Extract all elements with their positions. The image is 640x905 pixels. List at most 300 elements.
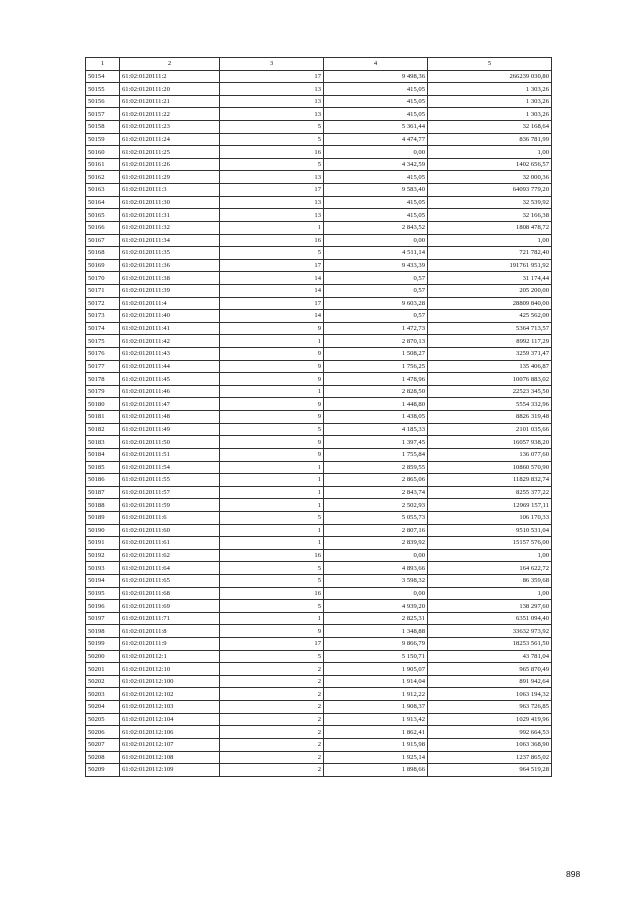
rate-cell: 2 843,74 <box>324 486 428 499</box>
value-cell: 992 664,53 <box>428 726 552 739</box>
group-cell: 9 <box>220 398 324 411</box>
cadastral-number-cell: 61:02:0120111:4 <box>120 297 220 310</box>
table-row <box>86 738 552 751</box>
cadastral-number-cell: 61:02:0120111:59 <box>120 499 220 512</box>
value-cell: 266239 030,80 <box>428 70 552 83</box>
cadastral-number-cell: 61:02:0120111:55 <box>120 474 220 487</box>
row-index-cell: 50161 <box>86 158 120 171</box>
row-index-cell: 50166 <box>86 221 120 234</box>
row-index-cell: 50186 <box>86 474 120 487</box>
rate-cell: 0,00 <box>324 146 428 159</box>
data-table <box>85 57 552 777</box>
value-cell: 1402 656,57 <box>428 158 552 171</box>
cadastral-number-cell: 61:02:0120112:10 <box>120 663 220 676</box>
table-row <box>86 562 552 575</box>
table-row <box>86 701 552 714</box>
rate-cell: 2 865,06 <box>324 474 428 487</box>
rate-cell: 1 478,96 <box>324 373 428 386</box>
table-row <box>86 297 552 310</box>
row-index-cell: 50164 <box>86 196 120 209</box>
cadastral-number-cell: 61:02:0120111:46 <box>120 385 220 398</box>
table-row <box>86 764 552 777</box>
table-body <box>86 70 552 776</box>
group-cell: 9 <box>220 448 324 461</box>
cadastral-number-cell: 61:02:0120111:43 <box>120 348 220 361</box>
rate-cell: 0,00 <box>324 587 428 600</box>
group-cell: 1 <box>220 385 324 398</box>
cadastral-number-cell: 61:02:0120111:30 <box>120 196 220 209</box>
group-cell: 2 <box>220 751 324 764</box>
cadastral-number-cell: 61:02:0120111:68 <box>120 587 220 600</box>
cadastral-number-cell: 61:02:0120111:48 <box>120 411 220 424</box>
value-cell: 138 297,60 <box>428 600 552 613</box>
cadastral-number-cell: 61:02:0120111:45 <box>120 373 220 386</box>
table-row <box>86 108 552 121</box>
row-index-cell: 50160 <box>86 146 120 159</box>
rate-cell: 1 915,98 <box>324 738 428 751</box>
table-row <box>86 121 552 134</box>
rate-cell: 2 843,52 <box>324 221 428 234</box>
table-row <box>86 284 552 297</box>
value-cell: 425 562,00 <box>428 310 552 323</box>
row-index-cell: 50197 <box>86 612 120 625</box>
group-cell: 9 <box>220 360 324 373</box>
row-index-cell: 50154 <box>86 70 120 83</box>
cadastral-number-cell: 61:02:0120112:103 <box>120 701 220 714</box>
group-cell: 5 <box>220 423 324 436</box>
table-row <box>86 221 552 234</box>
rate-cell: 4 342,59 <box>324 158 428 171</box>
table-row <box>86 675 552 688</box>
group-cell: 17 <box>220 297 324 310</box>
value-cell: 1,00 <box>428 146 552 159</box>
cadastral-number-cell: 61:02:0120111:41 <box>120 322 220 335</box>
table-row <box>86 600 552 613</box>
value-cell: 31 174,44 <box>428 272 552 285</box>
cadastral-number-cell: 61:02:0120111:6 <box>120 511 220 524</box>
table-row <box>86 713 552 726</box>
row-index-cell: 50172 <box>86 297 120 310</box>
table-row <box>86 574 552 587</box>
cadastral-number-cell: 61:02:0120111:71 <box>120 612 220 625</box>
group-cell: 5 <box>220 650 324 663</box>
group-cell: 2 <box>220 663 324 676</box>
rate-cell: 4 185,33 <box>324 423 428 436</box>
row-index-cell: 50187 <box>86 486 120 499</box>
rate-cell: 4 511,14 <box>324 247 428 260</box>
table-row <box>86 423 552 436</box>
group-cell: 16 <box>220 146 324 159</box>
rate-cell: 415,05 <box>324 83 428 96</box>
row-index-cell: 50207 <box>86 738 120 751</box>
cadastral-number-cell: 61:02:0120111:62 <box>120 549 220 562</box>
rate-cell: 4 893,66 <box>324 562 428 575</box>
group-cell: 9 <box>220 411 324 424</box>
table-row <box>86 335 552 348</box>
value-cell: 136 077,60 <box>428 448 552 461</box>
row-index-cell: 50156 <box>86 95 120 108</box>
rate-cell: 5 055,73 <box>324 511 428 524</box>
table-row <box>86 537 552 550</box>
row-index-cell: 50191 <box>86 537 120 550</box>
rate-cell: 0,00 <box>324 234 428 247</box>
value-cell: 9510 531,04 <box>428 524 552 537</box>
cadastral-number-cell: 61:02:0120111:29 <box>120 171 220 184</box>
value-cell: 1 303,26 <box>428 83 552 96</box>
table-row <box>86 373 552 386</box>
group-cell: 13 <box>220 83 324 96</box>
table-row <box>86 587 552 600</box>
table-row <box>86 360 552 373</box>
table-row <box>86 663 552 676</box>
rate-cell: 1 862,41 <box>324 726 428 739</box>
rate-cell: 415,05 <box>324 196 428 209</box>
rate-cell: 1 397,45 <box>324 436 428 449</box>
cadastral-number-cell: 61:02:0120111:34 <box>120 234 220 247</box>
rate-cell: 2 859,55 <box>324 461 428 474</box>
table-row <box>86 158 552 171</box>
group-cell: 17 <box>220 70 324 83</box>
table-row <box>86 461 552 474</box>
rate-cell: 2 828,50 <box>324 385 428 398</box>
table-row <box>86 196 552 209</box>
value-cell: 1063 368,90 <box>428 738 552 751</box>
table-row <box>86 448 552 461</box>
cadastral-number-cell: 61:02:0120111:44 <box>120 360 220 373</box>
header-row <box>86 58 552 71</box>
group-cell: 17 <box>220 638 324 651</box>
group-cell: 1 <box>220 335 324 348</box>
group-cell: 5 <box>220 600 324 613</box>
value-cell: 1,00 <box>428 234 552 247</box>
group-cell: 13 <box>220 196 324 209</box>
row-index-cell: 50193 <box>86 562 120 575</box>
group-cell: 13 <box>220 108 324 121</box>
column-header-4: 4 <box>324 58 428 71</box>
group-cell: 2 <box>220 764 324 777</box>
cadastral-number-cell: 61:02:0120111:25 <box>120 146 220 159</box>
cadastral-number-cell: 61:02:0120111:38 <box>120 272 220 285</box>
group-cell: 14 <box>220 272 324 285</box>
row-index-cell: 50195 <box>86 587 120 600</box>
value-cell: 205 200,00 <box>428 284 552 297</box>
table-row <box>86 184 552 197</box>
row-index-cell: 50175 <box>86 335 120 348</box>
group-cell: 1 <box>220 221 324 234</box>
cadastral-number-cell: 61:02:0120111:35 <box>120 247 220 260</box>
cadastral-number-cell: 61:02:0120111:9 <box>120 638 220 651</box>
value-cell: 1237 865,02 <box>428 751 552 764</box>
table-row <box>86 549 552 562</box>
value-cell: 1 303,26 <box>428 108 552 121</box>
rate-cell: 3 598,32 <box>324 574 428 587</box>
group-cell: 14 <box>220 310 324 323</box>
table-row <box>86 209 552 222</box>
rate-cell: 1 448,80 <box>324 398 428 411</box>
cadastral-number-cell: 61:02:0120111:65 <box>120 574 220 587</box>
table-row <box>86 95 552 108</box>
row-index-cell: 50199 <box>86 638 120 651</box>
rate-cell: 1 348,88 <box>324 625 428 638</box>
rate-cell: 9 603,28 <box>324 297 428 310</box>
row-index-cell: 50184 <box>86 448 120 461</box>
value-cell: 106 170,33 <box>428 511 552 524</box>
rate-cell: 1 912,22 <box>324 688 428 701</box>
value-cell: 32 168,64 <box>428 121 552 134</box>
row-index-cell: 50206 <box>86 726 120 739</box>
row-index-cell: 50208 <box>86 751 120 764</box>
cadastral-number-cell: 61:02:0120111:49 <box>120 423 220 436</box>
group-cell: 1 <box>220 499 324 512</box>
value-cell: 28809 840,00 <box>428 297 552 310</box>
table-row <box>86 83 552 96</box>
value-cell: 1063 194,32 <box>428 688 552 701</box>
cadastral-number-cell: 61:02:0120112:100 <box>120 675 220 688</box>
row-index-cell: 50209 <box>86 764 120 777</box>
value-cell: 965 870,49 <box>428 663 552 676</box>
rate-cell: 5 150,71 <box>324 650 428 663</box>
value-cell: 33632 973,92 <box>428 625 552 638</box>
rate-cell: 2 502,93 <box>324 499 428 512</box>
cadastral-number-cell: 61:02:0120111:50 <box>120 436 220 449</box>
rate-cell: 4 939,20 <box>324 600 428 613</box>
group-cell: 1 <box>220 486 324 499</box>
value-cell: 1 303,26 <box>428 95 552 108</box>
group-cell: 13 <box>220 171 324 184</box>
value-cell: 1,00 <box>428 549 552 562</box>
row-index-cell: 50177 <box>86 360 120 373</box>
group-cell: 14 <box>220 284 324 297</box>
rate-cell: 1 898,66 <box>324 764 428 777</box>
table-row <box>86 310 552 323</box>
rate-cell: 2 825,31 <box>324 612 428 625</box>
table-row <box>86 751 552 764</box>
rate-cell: 0,00 <box>324 549 428 562</box>
table-row <box>86 70 552 83</box>
cadastral-number-cell: 61:02:0120111:21 <box>120 95 220 108</box>
column-header-3: 3 <box>220 58 324 71</box>
value-cell: 43 781,04 <box>428 650 552 663</box>
cadastral-number-cell: 61:02:0120112:107 <box>120 738 220 751</box>
row-index-cell: 50185 <box>86 461 120 474</box>
row-index-cell: 50190 <box>86 524 120 537</box>
cadastral-number-cell: 61:02:0120111:8 <box>120 625 220 638</box>
table-row <box>86 398 552 411</box>
table-row <box>86 499 552 512</box>
cadastral-number-cell: 61:02:0120111:42 <box>120 335 220 348</box>
value-cell: 32 000,36 <box>428 171 552 184</box>
group-cell: 5 <box>220 158 324 171</box>
group-cell: 2 <box>220 713 324 726</box>
table-row <box>86 474 552 487</box>
rate-cell: 415,05 <box>324 209 428 222</box>
row-index-cell: 50157 <box>86 108 120 121</box>
row-index-cell: 50179 <box>86 385 120 398</box>
group-cell: 13 <box>220 209 324 222</box>
table-row <box>86 322 552 335</box>
group-cell: 5 <box>220 562 324 575</box>
table-row <box>86 411 552 424</box>
cadastral-number-cell: 61:02:0120111:32 <box>120 221 220 234</box>
table-row <box>86 524 552 537</box>
table-row <box>86 133 552 146</box>
row-index-cell: 50196 <box>86 600 120 613</box>
cadastral-number-cell: 61:02:0120111:36 <box>120 259 220 272</box>
cadastral-number-cell: 61:02:0120111:24 <box>120 133 220 146</box>
value-cell: 6351 094,40 <box>428 612 552 625</box>
rate-cell: 1 925,14 <box>324 751 428 764</box>
row-index-cell: 50163 <box>86 184 120 197</box>
group-cell: 9 <box>220 436 324 449</box>
group-cell: 5 <box>220 247 324 260</box>
value-cell: 15157 576,00 <box>428 537 552 550</box>
table-row <box>86 625 552 638</box>
rate-cell: 9 583,40 <box>324 184 428 197</box>
row-index-cell: 50181 <box>86 411 120 424</box>
column-header-2: 2 <box>120 58 220 71</box>
cadastral-number-cell: 61:02:0120112:1 <box>120 650 220 663</box>
row-index-cell: 50170 <box>86 272 120 285</box>
rate-cell: 1 472,73 <box>324 322 428 335</box>
value-cell: 11829 832,74 <box>428 474 552 487</box>
value-cell: 8826 319,48 <box>428 411 552 424</box>
value-cell: 191761 951,92 <box>428 259 552 272</box>
table-row <box>86 234 552 247</box>
row-index-cell: 50189 <box>86 511 120 524</box>
group-cell: 1 <box>220 474 324 487</box>
table-row <box>86 511 552 524</box>
value-cell: 1,00 <box>428 587 552 600</box>
rate-cell: 1 913,42 <box>324 713 428 726</box>
row-index-cell: 50198 <box>86 625 120 638</box>
value-cell: 8255 377,22 <box>428 486 552 499</box>
group-cell: 2 <box>220 675 324 688</box>
column-header-1: 1 <box>86 58 120 71</box>
rate-cell: 415,05 <box>324 108 428 121</box>
cadastral-number-cell: 61:02:0120111:51 <box>120 448 220 461</box>
value-cell: 5554 332,96 <box>428 398 552 411</box>
table-row <box>86 259 552 272</box>
row-index-cell: 50167 <box>86 234 120 247</box>
cadastral-number-cell: 61:02:0120112:106 <box>120 726 220 739</box>
group-cell: 5 <box>220 511 324 524</box>
rate-cell: 0,57 <box>324 284 428 297</box>
group-cell: 9 <box>220 348 324 361</box>
value-cell: 963 726,85 <box>428 701 552 714</box>
value-cell: 86 359,68 <box>428 574 552 587</box>
rate-cell: 0,57 <box>324 310 428 323</box>
group-cell: 1 <box>220 461 324 474</box>
rate-cell: 2 839,92 <box>324 537 428 550</box>
rate-cell: 415,05 <box>324 95 428 108</box>
value-cell: 964 519,28 <box>428 764 552 777</box>
row-index-cell: 50158 <box>86 121 120 134</box>
table-row <box>86 272 552 285</box>
page-number: 898 <box>566 869 581 879</box>
rate-cell: 2 807,16 <box>324 524 428 537</box>
group-cell: 9 <box>220 625 324 638</box>
group-cell: 13 <box>220 95 324 108</box>
value-cell: 1808 478,72 <box>428 221 552 234</box>
cadastral-number-cell: 61:02:0120111:20 <box>120 83 220 96</box>
cadastral-number-cell: 61:02:0120111:54 <box>120 461 220 474</box>
value-cell: 2101 035,66 <box>428 423 552 436</box>
cadastral-number-cell: 61:02:0120111:22 <box>120 108 220 121</box>
rate-cell: 5 361,44 <box>324 121 428 134</box>
table-row <box>86 486 552 499</box>
value-cell: 721 782,40 <box>428 247 552 260</box>
group-cell: 9 <box>220 322 324 335</box>
rate-cell: 415,05 <box>324 171 428 184</box>
row-index-cell: 50205 <box>86 713 120 726</box>
group-cell: 16 <box>220 587 324 600</box>
row-index-cell: 50165 <box>86 209 120 222</box>
row-index-cell: 50162 <box>86 171 120 184</box>
group-cell: 5 <box>220 133 324 146</box>
row-index-cell: 50173 <box>86 310 120 323</box>
group-cell: 17 <box>220 259 324 272</box>
row-index-cell: 50171 <box>86 284 120 297</box>
rate-cell: 0,57 <box>324 272 428 285</box>
rate-cell: 1 756,25 <box>324 360 428 373</box>
table-row <box>86 247 552 260</box>
value-cell: 10076 883,02 <box>428 373 552 386</box>
value-cell: 32 166,38 <box>428 209 552 222</box>
table-row <box>86 612 552 625</box>
value-cell: 891 942,64 <box>428 675 552 688</box>
cadastral-number-cell: 61:02:0120111:57 <box>120 486 220 499</box>
cadastral-number-cell: 61:02:0120111:61 <box>120 537 220 550</box>
cadastral-number-cell: 61:02:0120112:104 <box>120 713 220 726</box>
group-cell: 2 <box>220 726 324 739</box>
value-cell: 3259 371,47 <box>428 348 552 361</box>
row-index-cell: 50176 <box>86 348 120 361</box>
group-cell: 9 <box>220 373 324 386</box>
value-cell: 16057 938,20 <box>428 436 552 449</box>
cadastral-number-cell: 61:02:0120111:23 <box>120 121 220 134</box>
table-row <box>86 650 552 663</box>
value-cell: 12969 157,11 <box>428 499 552 512</box>
group-cell: 2 <box>220 701 324 714</box>
row-index-cell: 50178 <box>86 373 120 386</box>
group-cell: 5 <box>220 121 324 134</box>
group-cell: 2 <box>220 738 324 751</box>
rate-cell: 4 474,77 <box>324 133 428 146</box>
row-index-cell: 50159 <box>86 133 120 146</box>
value-cell: 1029 419,96 <box>428 713 552 726</box>
group-cell: 16 <box>220 549 324 562</box>
row-index-cell: 50203 <box>86 688 120 701</box>
value-cell: 18253 561,50 <box>428 638 552 651</box>
table-row <box>86 171 552 184</box>
rate-cell: 1 914,04 <box>324 675 428 688</box>
cadastral-number-cell: 61:02:0120111:3 <box>120 184 220 197</box>
row-index-cell: 50192 <box>86 549 120 562</box>
cadastral-number-cell: 61:02:0120112:102 <box>120 688 220 701</box>
row-index-cell: 50169 <box>86 259 120 272</box>
group-cell: 1 <box>220 524 324 537</box>
value-cell: 64093 779,20 <box>428 184 552 197</box>
table-row <box>86 436 552 449</box>
row-index-cell: 50204 <box>86 701 120 714</box>
value-cell: 32 539,92 <box>428 196 552 209</box>
group-cell: 17 <box>220 184 324 197</box>
cadastral-number-cell: 61:02:0120112:109 <box>120 764 220 777</box>
rate-cell: 9 433,39 <box>324 259 428 272</box>
row-index-cell: 50182 <box>86 423 120 436</box>
row-index-cell: 50183 <box>86 436 120 449</box>
table-row <box>86 146 552 159</box>
